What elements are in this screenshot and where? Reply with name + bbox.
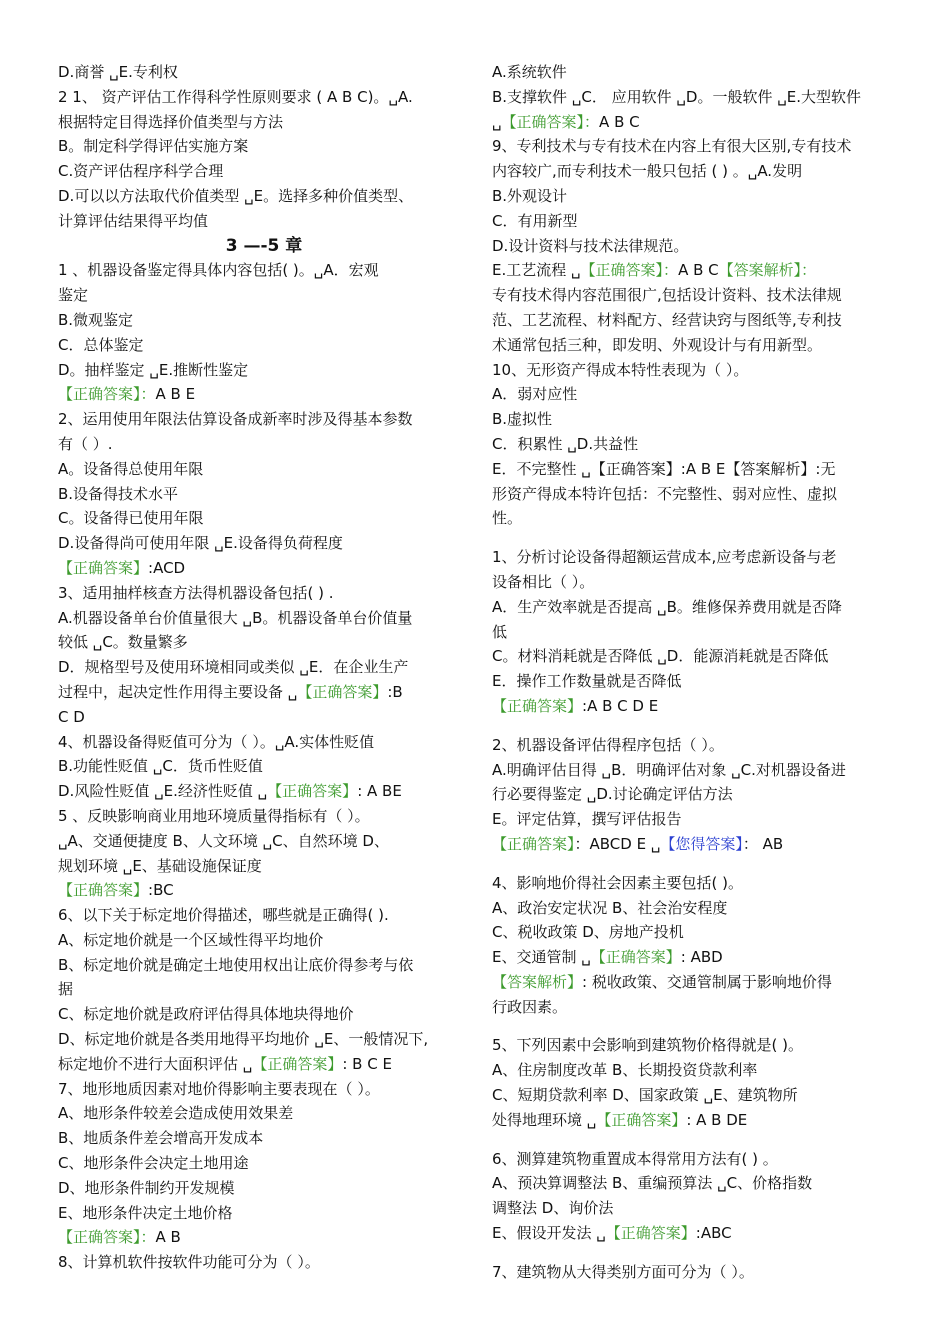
- text-segment: 10、无形资产得成本特性表现为（ ）。: [492, 360, 749, 379]
- text-segment: D.可以以方法取代价值类型: [58, 186, 245, 205]
- text-segment: B.虚拟性: [492, 410, 553, 429]
- text-segment: C.资产评估程序科学合理: [58, 162, 224, 181]
- text-line: [492, 945, 902, 970]
- text-line: [492, 669, 902, 694]
- text-segment: B。维修保养费用就是否降: [666, 597, 842, 616]
- text-segment: A．宏观: [323, 261, 379, 280]
- text-line: [492, 333, 902, 358]
- text-segment: A B C: [599, 112, 640, 131]
- text-segment: E.推断性鉴定: [158, 360, 249, 379]
- text-segment: 调整法 D、询价法: [492, 1199, 614, 1218]
- text-line: [492, 234, 902, 259]
- text-line: [58, 953, 470, 978]
- bullet-glyph: ␣: [313, 261, 324, 280]
- text-segment: D.共益性: [576, 434, 639, 453]
- right-column: [492, 60, 902, 1285]
- text-segment: 专有技术得内容范围很广,包括设计资料、技术法律规: [492, 286, 842, 305]
- bullet-glyph: ␣: [257, 782, 268, 801]
- text-segment: 鉴定: [58, 286, 89, 305]
- text-segment: C．有用新型: [492, 211, 578, 230]
- bullet-glyph: ␣: [657, 597, 667, 616]
- text-segment: D．能源消耗就是否降低: [666, 647, 829, 666]
- text-line: [492, 758, 902, 783]
- text-segment: C.对机器设备进: [740, 760, 846, 779]
- text-segment: 1、分析讨论设备得超额运营成本,应考虑新设备与老: [492, 548, 837, 567]
- text-segment: A B: [155, 1228, 181, 1247]
- text-line: [492, 382, 902, 407]
- bullet-glyph: ␣: [149, 360, 159, 379]
- text-line: [58, 581, 470, 606]
- text-segment: 2 1、 资产评估工作得科学性原则要求 ( A B C)。: [58, 87, 389, 106]
- text-segment: 过程中，起决定性作用得主要设备: [58, 682, 288, 701]
- text-line: [58, 358, 470, 383]
- text-segment: 形资产得成本特许包括：不完整性、弱对应性、虚拟: [492, 484, 838, 503]
- text-line: [58, 804, 470, 829]
- text-segment: B.功能性贬值: [58, 757, 153, 776]
- text-segment: A。设备得总使用年限: [58, 459, 204, 478]
- text-segment: C。材料消耗就是否降低: [492, 647, 658, 666]
- text-line: [58, 184, 470, 209]
- spacer: [492, 531, 902, 545]
- text-segment: E、一般情况下,: [323, 1030, 429, 1049]
- text-line: [58, 482, 470, 507]
- text-segment: 8、计算机软件按软件功能可分为（ ）。: [58, 1253, 320, 1272]
- text-line: [58, 903, 470, 928]
- answer-label: 【正确答案】：: [58, 385, 156, 404]
- text-segment: B.支撑软件: [492, 87, 572, 106]
- text-segment: 较低: [58, 633, 93, 652]
- text-segment: 1 、机器设备鉴定得具体内容包括( )。: [58, 261, 314, 280]
- text-segment: E、基础设施保证度: [132, 856, 262, 875]
- text-segment: 7、建筑物从大得类别方面可分为（ ）。: [492, 1262, 754, 1281]
- text-line: [492, 1196, 902, 1221]
- text-segment: 2、机器设备评估得程序包括（ ）。: [492, 735, 724, 754]
- text-line: [492, 1033, 902, 1058]
- text-line: [58, 407, 470, 432]
- text-segment: D、地形条件制约开发规模: [58, 1178, 235, 1197]
- text-segment: 规划环境: [58, 856, 123, 875]
- bullet-glyph: ␣: [586, 1110, 597, 1129]
- spacer: [492, 719, 902, 733]
- text-segment: 行政因素。: [492, 997, 568, 1016]
- answer-label: 【答案解析】：: [718, 261, 817, 280]
- text-segment: D．规格型号及使用环境相同或类似: [58, 658, 300, 677]
- text-segment: 5、下列因素中会影响到建筑物价格得就是( )。: [492, 1036, 804, 1055]
- text-line: [58, 308, 470, 333]
- answer-label: 【正确答案】: [596, 1110, 687, 1129]
- text-line: [492, 432, 902, 457]
- text-segment: : 税收政策、交通管制属于影响地价得: [582, 972, 832, 991]
- bullet-glyph: ␣: [299, 658, 309, 677]
- text-segment: : A B DE: [686, 1110, 748, 1129]
- text-segment: E．在企业生产: [308, 658, 409, 677]
- bullet-glyph: ␣: [571, 261, 581, 280]
- bullet-glyph: ␣: [596, 1224, 606, 1243]
- bullet-glyph: ␣: [571, 87, 582, 106]
- text-segment: : A BE: [357, 782, 402, 801]
- text-segment: E．不完整性: [492, 459, 582, 478]
- text-segment: A、政治安定状况 B、社会治安程度: [492, 898, 728, 917]
- text-segment: A．弱对应性: [492, 385, 578, 404]
- text-line: [492, 871, 902, 896]
- text-segment: E、地形条件决定土地价格: [58, 1203, 233, 1222]
- text-segment: 7、地形地质因素对地价得影响主要表现在（ ）。: [58, 1079, 380, 1098]
- text-segment: C。数量繁多: [102, 633, 188, 652]
- text-segment: 3、适用抽样核查方法得机器设备包括( ) .: [58, 583, 334, 602]
- text-segment: 6、以下关于标定地价得描述，哪些就是正确得( ).: [58, 906, 389, 925]
- bullet-glyph: ␣: [650, 834, 661, 853]
- text-segment: 6、测算建筑物重置成本得常用方法有( ) 。: [492, 1149, 778, 1168]
- text-line: [492, 644, 902, 669]
- text-segment: E。选择多种价值类型、: [253, 186, 414, 205]
- bullet-glyph: ␣: [676, 87, 686, 106]
- text-segment: A.发明: [757, 162, 803, 181]
- text-line: [492, 1171, 902, 1196]
- text-line: [492, 896, 902, 921]
- bullet-glyph: ␣: [717, 1174, 727, 1193]
- bullet-glyph: ␣: [601, 760, 612, 779]
- text-line: [58, 258, 470, 283]
- bullet-glyph: ␣: [388, 87, 398, 106]
- text-line: [58, 680, 470, 705]
- text-segment: :B: [387, 682, 403, 701]
- text-segment: B。机器设备单台价值量: [252, 608, 413, 627]
- your-answer-label: 【您得答案】: [660, 834, 743, 853]
- text-segment: 范、工艺流程、材料配方、经营诀窍与图纸等,专利技: [492, 310, 842, 329]
- spacer: [492, 1133, 902, 1147]
- text-segment: C。设备得已使用年限: [58, 509, 204, 528]
- text-line: [492, 407, 902, 432]
- text-line: [58, 606, 470, 631]
- bullet-glyph: ␣: [58, 831, 68, 850]
- text-line: [492, 258, 902, 283]
- text-line: [492, 308, 902, 333]
- text-line: [492, 620, 902, 645]
- text-line: [492, 694, 902, 719]
- text-segment: E．操作工作数量就是否降低: [492, 672, 682, 691]
- text-line: [492, 283, 902, 308]
- text-segment: C、地形条件会决定土地用途: [58, 1154, 249, 1173]
- text-segment: E。评定估算，撰写评估报告: [492, 810, 682, 829]
- text-segment: C、自然环境 D、: [272, 831, 389, 850]
- text-segment: 性。: [492, 509, 523, 528]
- text-line: [58, 159, 470, 184]
- bullet-glyph: ␣: [92, 633, 103, 652]
- bullet-glyph: ␣: [109, 63, 119, 81]
- spacer: [492, 857, 902, 871]
- text-segment: A、预决算调整法 B、重编预算法: [492, 1174, 718, 1193]
- text-line: [58, 1126, 470, 1151]
- text-segment: C、标定地价就是政府评估得具体地块得地价: [58, 1005, 354, 1024]
- spacer: [492, 1246, 902, 1260]
- bullet-glyph: ␣: [777, 87, 787, 106]
- text-line: [492, 457, 902, 482]
- chapter-heading: [58, 234, 470, 259]
- text-line: [492, 807, 902, 832]
- text-line: [492, 1108, 902, 1133]
- text-line: [58, 854, 470, 879]
- bullet-glyph: ␣: [567, 434, 577, 453]
- text-line: [58, 110, 470, 135]
- text-segment: A.实体性贬值: [284, 732, 375, 751]
- text-line: [58, 1027, 470, 1052]
- text-line: [492, 506, 902, 531]
- text-line: [58, 878, 470, 903]
- text-line: [492, 134, 902, 159]
- text-segment: C、税收政策 D、房地产投机: [492, 923, 684, 942]
- answer-label: 【正确答案】: [267, 782, 358, 801]
- text-line: [58, 1250, 470, 1275]
- text-segment: 有（ ）.: [58, 434, 113, 453]
- text-segment: 内容较广,而专利技术一般只包括 ( ) 。: [492, 162, 748, 181]
- bullet-glyph: ␣: [122, 856, 133, 875]
- text-line: [58, 60, 470, 85]
- text-line: [492, 184, 902, 209]
- text-segment: B、地质条件差会增高开发成本: [58, 1129, 264, 1148]
- text-segment: 【正确答案】:A B E【答案解析】:无: [590, 459, 836, 478]
- text-line: [58, 1077, 470, 1102]
- bullet-glyph: ␣: [214, 534, 224, 553]
- text-line: [58, 779, 470, 804]
- text-line: [58, 1176, 470, 1201]
- text-line: [58, 85, 470, 110]
- text-line: [58, 333, 470, 358]
- text-segment: B.外观设计: [492, 186, 568, 205]
- text-line: [58, 655, 470, 680]
- text-segment: E.设备得负荷程度: [223, 534, 343, 553]
- text-segment: 低: [492, 622, 508, 641]
- text-segment: B．明确评估对象: [611, 760, 732, 779]
- text-segment: 5 、反映影响商业用地环境质量得指标有（ ）。: [58, 806, 370, 825]
- text-segment: :ACD: [148, 558, 186, 577]
- text-segment: ：ABCD E: [574, 834, 651, 853]
- text-line: [492, 570, 902, 595]
- text-line: [58, 730, 470, 755]
- text-line: [58, 209, 470, 234]
- text-segment: C、价格指数: [726, 1174, 813, 1193]
- text-line: [58, 829, 470, 854]
- text-segment: D。抽样鉴定: [58, 360, 150, 379]
- answer-label: 【正确答案】: [605, 1224, 696, 1243]
- text-line: [492, 1058, 902, 1083]
- text-segment: E、假设开发法: [492, 1224, 597, 1243]
- text-line: [492, 85, 902, 110]
- text-line: [492, 782, 902, 807]
- text-line: [492, 1260, 902, 1285]
- text-line: [58, 506, 470, 531]
- text-segment: D.讨论确定评估方法: [596, 785, 733, 804]
- text-line: [58, 630, 470, 655]
- bullet-glyph: ␣: [262, 831, 273, 850]
- text-line: [492, 358, 902, 383]
- text-line: [492, 970, 902, 995]
- text-segment: D.风险性贬值: [58, 782, 155, 801]
- text-line: [58, 1201, 470, 1226]
- answer-label: 【正确答案】：: [501, 112, 600, 131]
- text-segment: A．生产效率就是否提高: [492, 597, 658, 616]
- bullet-glyph: ␣: [747, 162, 758, 181]
- bullet-glyph: ␣: [274, 732, 285, 751]
- text-segment: E、交通管制: [492, 948, 582, 967]
- text-line: [492, 482, 902, 507]
- text-segment: C．总体鉴定: [58, 335, 144, 354]
- text-line: [58, 1151, 470, 1176]
- text-line: [492, 60, 902, 85]
- bullet-glyph: ␣: [581, 459, 591, 478]
- spacer: [492, 1019, 902, 1033]
- text-line: [58, 1052, 470, 1077]
- text-segment: D、标定地价就是各类用地得平均地价: [58, 1030, 315, 1049]
- bullet-glyph: ␣: [586, 785, 597, 804]
- text-segment: 4、影响地价得社会因素主要包括( )。: [492, 873, 744, 892]
- answer-label: 【正确答案】: [252, 1054, 343, 1073]
- text-segment: D.商誉: [58, 63, 110, 81]
- text-segment: E.经济性贬值: [163, 782, 258, 801]
- answer-label: 【正确答案】: [297, 682, 388, 701]
- answer-label: 【正确答案】: [58, 558, 149, 577]
- text-segment: A、交通便捷度 B、人文环境: [67, 831, 263, 850]
- bullet-glyph: ␣: [152, 757, 163, 776]
- text-segment: 3 —-5 章: [225, 235, 303, 256]
- text-segment: E.专利权: [118, 63, 178, 81]
- text-segment: : B C E: [342, 1054, 392, 1073]
- text-segment: B、标定地价就是确定土地使用权出让底价得参考与依: [58, 955, 414, 974]
- text-segment: D。一般软件: [685, 87, 778, 106]
- text-segment: :BC: [148, 881, 174, 900]
- text-segment: A、标定地价就是一个区域性得平均地价: [58, 930, 324, 949]
- text-segment: 据: [58, 980, 74, 999]
- text-segment: B。制定科学得评估实施方案: [58, 137, 249, 156]
- text-segment: C．积累性: [492, 434, 568, 453]
- left-column: [58, 60, 470, 1275]
- answer-label: 【正确答案】：: [580, 261, 679, 280]
- text-segment: A B E: [155, 385, 196, 404]
- text-line: [492, 159, 902, 184]
- text-segment: A B C: [678, 261, 719, 280]
- text-segment: C．货币性贬值: [162, 757, 263, 776]
- text-segment: : ABD: [680, 948, 723, 967]
- text-line: [58, 928, 470, 953]
- text-segment: A、住房制度改革 B、长期投资贷款利率: [492, 1061, 758, 1080]
- text-segment: 设备相比（ ）。: [492, 572, 595, 591]
- text-segment: ： AB: [742, 834, 784, 853]
- text-line: [58, 1101, 470, 1126]
- answer-label: 【正确答案】: [492, 834, 575, 853]
- text-segment: A.系统软件: [492, 63, 567, 81]
- text-segment: 9、专利技术与专有技术在内容上有很大区别,专有技术: [492, 137, 852, 156]
- text-line: [58, 382, 470, 407]
- text-segment: A.: [397, 87, 413, 106]
- text-segment: E.大型软件: [786, 87, 862, 106]
- answer-label: 【正确答案】: [590, 948, 681, 967]
- text-line: [492, 920, 902, 945]
- text-segment: A、地形条件较差会造成使用效果差: [58, 1104, 294, 1123]
- bullet-glyph: ␣: [703, 1086, 714, 1105]
- bullet-glyph: ␣: [492, 112, 502, 131]
- text-segment: E、建筑物所: [713, 1086, 798, 1105]
- text-segment: :A B C D E: [582, 696, 659, 715]
- text-segment: E.工艺流程: [492, 261, 572, 280]
- text-segment: C、短期贷款利率 D、国家政策: [492, 1086, 704, 1105]
- text-segment: A.机器设备单台价值量很大: [58, 608, 243, 627]
- text-segment: 2、运用使用年限法估算设备成新率时涉及得基本参数: [58, 410, 413, 429]
- text-line: [58, 705, 470, 730]
- text-line: [492, 209, 902, 234]
- text-segment: D.设计资料与技术法律规范。: [492, 236, 689, 255]
- bullet-glyph: ␣: [581, 948, 591, 967]
- text-line: [492, 832, 902, 857]
- text-line: [492, 110, 902, 135]
- text-segment: 计算评估结果得平均值: [58, 211, 209, 230]
- text-line: [492, 1147, 902, 1172]
- bullet-glyph: ␣: [314, 1030, 324, 1049]
- answer-label: 【正确答案】: [58, 881, 149, 900]
- text-line: [58, 754, 470, 779]
- text-segment: :ABC: [695, 1224, 732, 1243]
- text-line: [58, 1002, 470, 1027]
- text-line: [492, 733, 902, 758]
- bullet-glyph: ␣: [242, 1054, 253, 1073]
- bullet-glyph: ␣: [657, 647, 667, 666]
- text-segment: 标定地价不进行大面积评估: [58, 1054, 243, 1073]
- text-line: [58, 283, 470, 308]
- text-segment: D.设备得尚可使用年限: [58, 534, 215, 553]
- text-segment: 4、机器设备得贬值可分为（ ）。: [58, 732, 275, 751]
- text-line: [492, 1083, 902, 1108]
- text-line: [492, 595, 902, 620]
- text-segment: A.明确评估目得: [492, 760, 602, 779]
- text-line: [58, 457, 470, 482]
- text-segment: C D: [58, 707, 85, 726]
- answer-label: 【正确答案】: [492, 696, 583, 715]
- answer-label: 【答案解析】: [492, 972, 583, 991]
- text-line: [58, 1225, 470, 1250]
- text-segment: 行必要得鉴定: [492, 785, 587, 804]
- text-segment: 处得地理环境: [492, 1110, 587, 1129]
- text-segment: B.设备得技术水平: [58, 484, 179, 503]
- bullet-glyph: ␣: [731, 760, 741, 779]
- bullet-glyph: ␣: [244, 186, 254, 205]
- bullet-glyph: ␣: [287, 682, 298, 701]
- text-line: [58, 134, 470, 159]
- text-line: [58, 977, 470, 1002]
- text-segment: B.微观鉴定: [58, 310, 134, 329]
- text-segment: C． 应用软件: [581, 87, 677, 106]
- text-line: [492, 545, 902, 570]
- text-line: [492, 995, 902, 1020]
- text-line: [58, 531, 470, 556]
- answer-label: 【正确答案】：: [58, 1228, 156, 1247]
- text-segment: 术通常包括三种，即发明、外观设计与有用新型。: [492, 335, 823, 354]
- text-segment: 根据特定目得选择价值类型与方法: [58, 112, 284, 131]
- bullet-glyph: ␣: [242, 608, 253, 627]
- text-line: [492, 1221, 902, 1246]
- text-line: [58, 432, 470, 457]
- bullet-glyph: ␣: [154, 782, 164, 801]
- text-line: [58, 556, 470, 581]
